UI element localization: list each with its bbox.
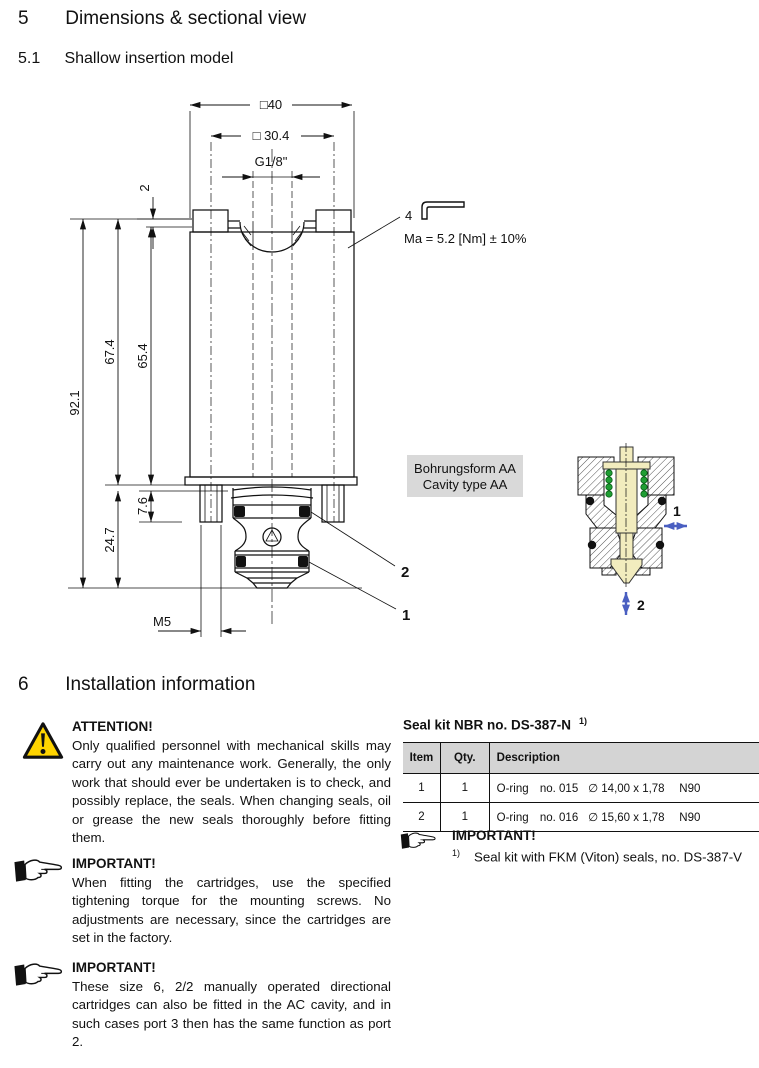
dim-washer-thickness-label: 2	[137, 184, 152, 192]
important-seal-note	[452, 848, 742, 864]
col-item: Item	[403, 743, 440, 774]
dim-screw-thread-label: M5	[153, 614, 172, 629]
section-6-title: Installation information	[65, 674, 256, 695]
seal-kit-table	[403, 742, 759, 832]
section-6-heading	[18, 674, 255, 696]
cell-item: 2	[403, 803, 440, 832]
attention-title: ATTENTION!	[72, 719, 153, 734]
cell-description: O-ring no. 015 ∅ 14,00 x 1,78 N90	[489, 774, 759, 803]
section-5-1-title: Shallow insertion model	[64, 50, 234, 67]
section-5-1-heading	[18, 50, 233, 68]
o-ring-1-section	[236, 556, 246, 567]
table-row	[403, 774, 759, 803]
screw-callout	[348, 202, 527, 248]
dim-port-thread	[222, 154, 320, 177]
pointing-hand-icon	[12, 856, 64, 886]
cavity-port-2-label: 2	[637, 597, 645, 613]
pointing-hand-icon	[12, 960, 64, 990]
dim-body-height-inner-label: 65.4	[135, 343, 150, 369]
table-header-row	[403, 743, 759, 774]
important-fitting-body: When fitting the cartridges, use the specified tightening torque for the mounting screws. No adjustments are necessary, since the cartridges are set in the factory.	[72, 875, 391, 946]
attention-body: Only qualified personnel with mechanical skills may carry out any maintenance work. Generally, the only work that should ever be undertaken is to check, and possibly replace, the seals. When changing seals, oil or grease the new seals thoroughly before fitting them.	[72, 738, 391, 846]
col-description: Description	[489, 743, 759, 774]
section-5-heading	[18, 8, 306, 30]
important-cavity-body: These size 6, 2/2 manually operated directional cartridges can also be fitted in the AC cavity, and in such cases port 3 then has the same function as port 2.	[72, 979, 391, 1050]
dim-insert-height-label: 24.7	[102, 527, 117, 553]
important-fitting-title: IMPORTANT!	[72, 856, 156, 871]
cell-qty: 1	[440, 774, 489, 803]
seal-kit-title: Seal kit NBR no. DS-387-N $^{1)}$	[403, 716, 588, 733]
seal-note-text: Seal kit with FKM (Viton) seals, no. DS-387-V	[474, 849, 743, 865]
dimension-drawing	[0, 85, 759, 650]
dim-port-thread-label: G1/8"	[254, 154, 288, 169]
cell-description: O-ring no. 016 ∅ 15,60 x 1,78 N90	[489, 803, 759, 832]
dim-screw-thread	[153, 525, 246, 637]
section-5-title: Dimensions & sectional view	[65, 8, 307, 29]
dim-body-height-label: 67.4	[102, 339, 117, 365]
o-ring-2-section	[299, 506, 310, 517]
cavity-label-en: Cavity type AA	[422, 477, 508, 492]
section-6-number: 6	[18, 674, 29, 695]
item-2-label: 2	[401, 564, 410, 581]
dim-outer-square-label: □40	[259, 97, 283, 112]
seal-kit-note-ref: 1)	[579, 716, 588, 726]
torque-label: Ma = 5.2 [Nm] ± 10%	[404, 231, 527, 246]
left-dimensions	[67, 219, 362, 588]
col-qty: Qty.	[440, 743, 489, 774]
cavity-section-view	[578, 443, 687, 615]
cavity-port-1-label: 1	[673, 503, 681, 519]
section-5-number: 5	[18, 8, 29, 29]
important-cavity-title: IMPORTANT!	[72, 960, 156, 975]
warning-triangle-icon	[22, 720, 64, 761]
item-leaders	[309, 512, 410, 624]
important-seal-title: IMPORTANT!	[452, 828, 536, 843]
cell-qty: 1	[440, 803, 489, 832]
section-5-1-number: 5.1	[18, 50, 41, 67]
hex-key-icon	[422, 202, 464, 219]
dim-washer-thickness	[137, 184, 192, 249]
cell-item: 1	[403, 774, 440, 803]
dim-inner-square	[211, 128, 334, 143]
screw-qty-label: 4	[405, 208, 413, 223]
o-ring-1-section	[298, 556, 308, 567]
seal-note-ref: 1)	[452, 848, 461, 858]
pointing-hand-icon	[399, 830, 437, 852]
dim-total-height-label: 92.1	[67, 390, 82, 416]
item-1-label: 1	[402, 607, 411, 624]
dim-neck-height-label: 7.6	[135, 496, 150, 516]
dim-inner-square-label: □ 30.4	[252, 128, 290, 143]
cavity-label-de: Bohrungsform AA	[414, 461, 516, 476]
o-ring-2-section	[234, 506, 245, 517]
cavity-label-box	[407, 455, 523, 497]
